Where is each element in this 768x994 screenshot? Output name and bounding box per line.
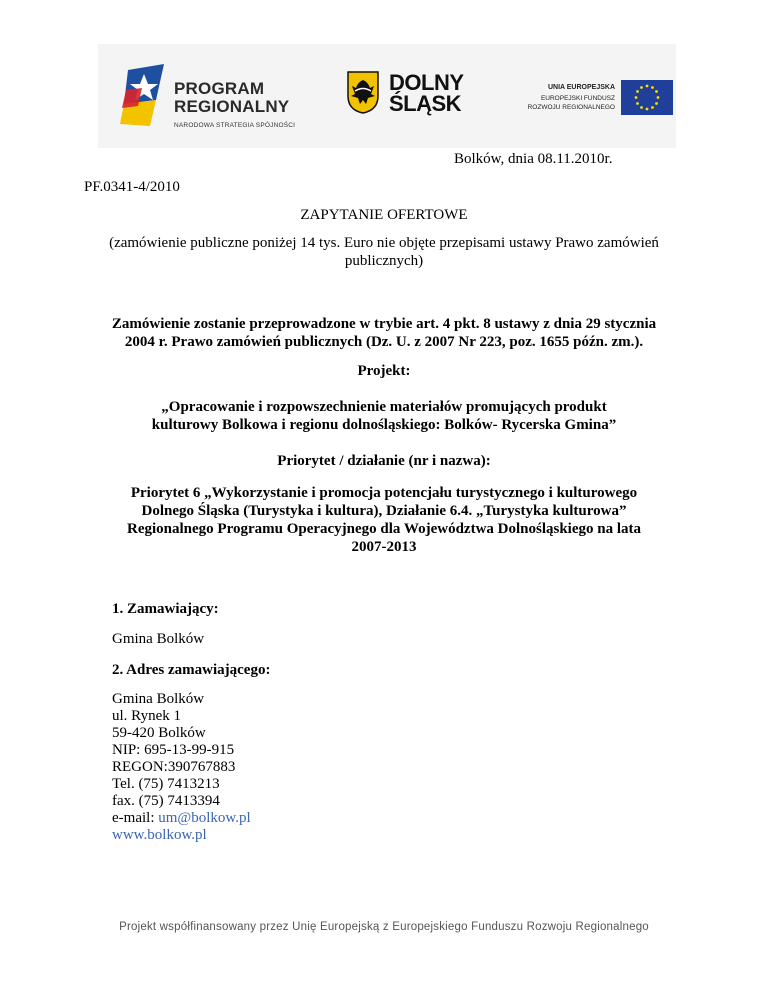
dolny-slask-logo	[346, 70, 476, 130]
address-line: fax. (75) 7413394	[112, 793, 220, 809]
place-date: Bolków, dnia 08.11.2010r.	[454, 151, 613, 167]
legal-basis-line2: 2004 r. Prawo zamówień publicznych (Dz. U. z 2007 Nr 223, poz. 1655 późn. zm.).	[124, 334, 644, 350]
email-line	[112, 809, 251, 827]
reference-number: PF.0341-4/2010	[84, 179, 180, 195]
project-heading: Projekt:	[357, 363, 411, 379]
dolny-slask-crest-icon	[346, 70, 380, 114]
dolny-slask-line1: DOLNY	[389, 70, 464, 95]
priority-line4: 2007-2013	[351, 539, 417, 555]
address-line: 59-420 Bolków	[112, 725, 206, 741]
website-link[interactable]: www.bolkow.pl	[112, 827, 207, 843]
priority-line3: Regionalnego Programu Operacyjnego dla Województwa Dolnośląskiego na lata	[126, 521, 642, 537]
program-regionalny-line3: NARODOWA STRATEGIA SPÓJNOŚCI	[174, 122, 296, 129]
address-line: Tel. (75) 7413213	[112, 776, 220, 792]
email-label: e-mail:	[112, 810, 159, 826]
legal-basis-line1: Zamówienie zostanie przeprowadzone w trybie art. 4 pkt. 8 ustawy z dnia 29 stycznia	[111, 316, 657, 332]
eu-flag-icon	[621, 80, 673, 115]
program-regionalny-line1: PROGRAM	[174, 79, 265, 98]
address-line: ul. Rynek 1	[112, 708, 181, 724]
priority-line2: Dolnego Śląska (Turystyka i kultura), Działanie 6.4. „Turystyka kulturowa”	[141, 503, 627, 519]
eu-line3: ROZWOJU REGIONALNEGO	[527, 104, 615, 111]
project-name-line1: „Opracowanie i rozpowszechnienie materiałów promujących produkt	[161, 399, 607, 415]
address-line: REGON:390767883	[112, 759, 236, 775]
logo-banner	[98, 44, 676, 148]
dolny-slask-line2: ŚLĄSK	[389, 91, 462, 116]
section2-heading: 2. Adres zamawiającego:	[112, 662, 271, 678]
document-title: ZAPYTANIE OFERTOWE	[300, 207, 468, 223]
eu-line1: UNIA EUROPEJSKA	[547, 84, 615, 91]
eu-line2: EUROPEJSKI FUNDUSZ	[540, 95, 615, 102]
section1-heading: 1. Zamawiający:	[112, 601, 219, 617]
document-subtitle-line2: publicznych)	[344, 253, 424, 269]
document-subtitle-line1: (zamówienie publiczne poniżej 14 tys. Euro nie objęte przepisami ustawy Prawo zamówień	[109, 235, 659, 251]
email-link[interactable]: um@bolkow.pl	[158, 810, 251, 826]
page-footer: Projekt współfinansowany przez Unię Europejską z Europejskiego Funduszu Rozwoju Regionalnego	[119, 921, 649, 933]
program-regionalny-line2: REGIONALNY	[174, 97, 290, 116]
project-name-line2: kulturowy Bolkowa i regionu dolnośląskiego: Bolków- Rycerska Gmina”	[151, 417, 617, 433]
priority-line1: Priorytet 6 „Wykorzystanie i promocja potencjału turystycznego i kulturowego	[130, 485, 638, 501]
address-line: NIP: 695-13-99-915	[112, 742, 235, 758]
eu-logo	[508, 80, 673, 130]
section1-value: Gmina Bolków	[112, 631, 205, 647]
program-regionalny-star-icon	[120, 60, 170, 128]
priority-heading: Priorytet / działanie (nr i nazwa):	[277, 453, 491, 469]
address-line: Gmina Bolków	[112, 691, 205, 707]
program-regionalny-logo	[120, 60, 325, 130]
